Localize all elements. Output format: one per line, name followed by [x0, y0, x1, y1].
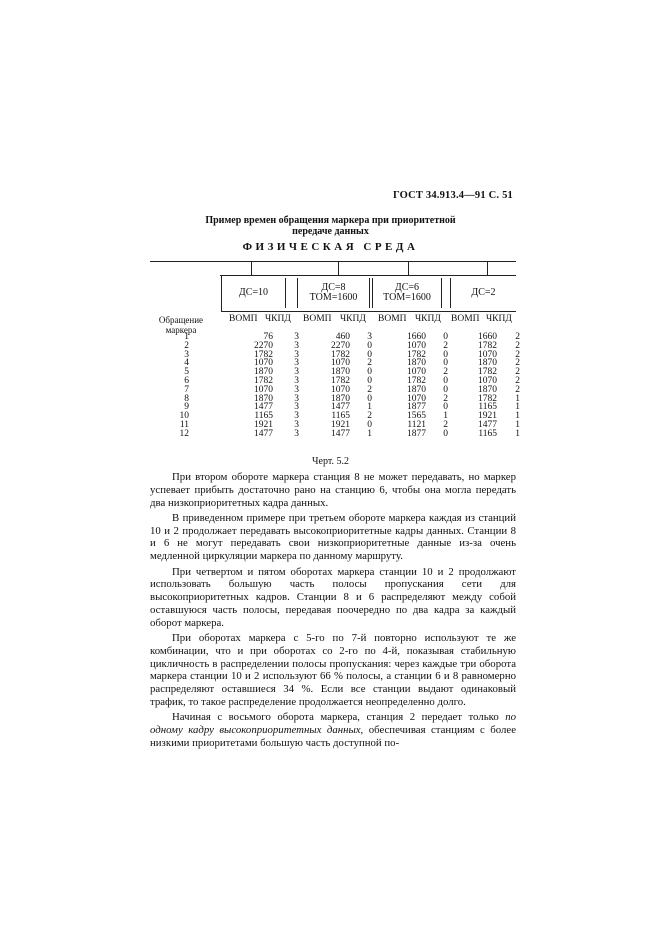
vomp-cell: 1565	[407, 411, 426, 422]
vomp-cell: 1782	[478, 367, 497, 378]
col-header-chkpd: ЧКПД	[486, 314, 512, 324]
vomp-cell: 1165	[254, 411, 273, 422]
chkpd-cell: 1	[515, 411, 520, 422]
chkpd-cell: 0	[443, 402, 448, 413]
vomp-cell: 1660	[407, 332, 426, 342]
chkpd-cell: 3	[294, 349, 299, 360]
rotation-number: 4	[184, 358, 189, 369]
chkpd-cell: 3	[294, 367, 299, 378]
chkpd-cell: 0	[367, 375, 372, 386]
vomp-cell: 1477	[331, 428, 350, 439]
vomp-cell: 1921	[254, 419, 273, 430]
vomp-cell: 2270	[254, 340, 273, 351]
rotation-number: 5	[184, 367, 189, 378]
section-heading: ФИЗИЧЕСКАЯ СРЕДА	[242, 241, 419, 253]
chkpd-cell: 2	[367, 358, 372, 369]
chkpd-cell: 0	[443, 349, 448, 360]
vomp-cell: 1070	[407, 340, 426, 351]
chkpd-cell: 2	[443, 340, 448, 351]
vomp-cell: 1782	[254, 349, 273, 360]
chkpd-cell: 3	[294, 411, 299, 422]
drop-line-2	[487, 261, 488, 275]
chkpd-cell: 0	[443, 375, 448, 386]
station-6-label: ДС=6	[394, 282, 420, 293]
chkpd-cell: 3	[294, 358, 299, 369]
paragraph-5	[150, 711, 516, 749]
col-header-vomp: ВОМП	[303, 314, 332, 324]
paragraph-1: При втором обороте маркера станция 8 не может передавать, но маркер успевает прибыть достаточно рано на станцию 6, чтобы она могла передать два низкоприоритетных кадра данных.	[150, 471, 516, 509]
chkpd-cell: 2	[443, 393, 448, 404]
vomp-cell: 1782	[407, 375, 426, 386]
chkpd-cell: 2	[443, 419, 448, 430]
vomp-cell: 2270	[331, 340, 350, 351]
figure-title-line2: передаче данных	[292, 226, 369, 237]
vomp-cell: 1070	[407, 393, 426, 404]
chkpd-cell: 3	[294, 419, 299, 430]
vomp-cell: 1870	[407, 384, 426, 395]
station-2-box	[451, 278, 516, 308]
chkpd-cell: 3	[294, 402, 299, 413]
vomp-cell: 1877	[407, 428, 426, 439]
row-label-line1: Обращение	[158, 315, 204, 325]
vomp-cell: 1870	[254, 393, 273, 404]
chkpd-cell: 0	[367, 349, 372, 360]
drop-line-6	[408, 261, 409, 275]
station-8-label: ДС=8	[321, 282, 346, 293]
vomp-cell: 1070	[331, 358, 350, 369]
chkpd-cell: 0	[443, 358, 448, 369]
vomp-cell: 1782	[331, 375, 350, 386]
vomp-cell: 76	[263, 332, 273, 342]
chkpd-cell: 1	[515, 428, 520, 439]
station-divider	[441, 278, 442, 308]
station-row-bottom	[221, 311, 516, 312]
vomp-cell: 1782	[331, 349, 350, 360]
chkpd-cell: 1	[443, 411, 448, 422]
vomp-cell: 1070	[478, 349, 497, 360]
chkpd-cell: 0	[443, 384, 448, 395]
vomp-cell: 1782	[478, 393, 497, 404]
chkpd-cell: 2	[515, 367, 520, 378]
medium-line	[150, 261, 516, 262]
paragraph-5-italic: по одному кадру высокоприоритетных данных	[150, 711, 516, 737]
station-divider	[369, 278, 370, 308]
figure-title	[0, 215, 661, 237]
chkpd-cell: 3	[294, 393, 299, 404]
station-8-box	[298, 278, 369, 308]
vomp-cell: 1870	[254, 367, 273, 378]
vomp-cell: 460	[335, 332, 350, 342]
chkpd-cell: 2	[367, 384, 372, 395]
drop-line-10	[251, 261, 252, 275]
rotation-number: 1	[184, 332, 189, 342]
chkpd-cell: 2	[515, 349, 520, 360]
station-6-tom: ТОМ=1600	[383, 292, 431, 303]
chkpd-cell: 0	[367, 393, 372, 404]
chkpd-cell: 1	[367, 428, 372, 439]
chkpd-cell: 1	[515, 393, 520, 404]
vomp-cell: 1165	[478, 402, 497, 413]
vomp-cell: 1070	[478, 375, 497, 386]
rotation-number: 3	[184, 349, 189, 360]
chkpd-cell: 3	[294, 332, 299, 342]
table-row	[174, 430, 520, 439]
chkpd-cell: 0	[443, 428, 448, 439]
vomp-cell: 1870	[331, 393, 350, 404]
vomp-cell: 1870	[478, 358, 497, 369]
vomp-cell: 1165	[478, 428, 497, 439]
rotation-number: 11	[179, 419, 189, 430]
chkpd-cell: 1	[515, 419, 520, 430]
chkpd-cell: 2	[443, 367, 448, 378]
station-10-box	[222, 278, 285, 308]
chkpd-cell: 3	[294, 375, 299, 386]
vomp-cell: 1921	[331, 419, 350, 430]
rotation-number: 8	[184, 393, 189, 404]
chkpd-cell: 0	[367, 367, 372, 378]
chkpd-cell: 2	[515, 340, 520, 351]
token-rotation-table	[174, 333, 520, 439]
paragraph-2: В приведенном примере при третьем обороте маркера каждая из станций 10 и 2 продолжает передавать высокоприоритетные кадры данных. Станции 8 и 6 не могут передавать свои низкоприоритетные данные из-за очень медленной циркуляции маркера по данному маршруту.	[150, 511, 516, 563]
chkpd-cell: 2	[367, 411, 372, 422]
vomp-cell: 1121	[407, 419, 426, 430]
chkpd-cell: 3	[294, 428, 299, 439]
vomp-cell: 1477	[254, 428, 273, 439]
vomp-cell: 1660	[478, 332, 497, 342]
chkpd-cell: 2	[515, 375, 520, 386]
station-8-tom: ТОМ=1600	[309, 292, 358, 303]
vomp-cell: 1870	[478, 384, 497, 395]
vomp-cell: 1921	[478, 411, 497, 422]
col-header-vomp: ВОМП	[378, 314, 407, 324]
vomp-cell: 1477	[478, 419, 497, 430]
rotation-number: 9	[184, 402, 189, 413]
col-header-chkpd: ЧКПД	[415, 314, 441, 324]
paragraph-5-end: , обеспечивая станциям с более низкими приоритетами большую часть доступной по-	[150, 724, 516, 749]
vomp-cell: 1782	[407, 349, 426, 360]
chkpd-cell: 3	[367, 332, 372, 342]
rotation-number: 7	[184, 384, 189, 395]
paragraph-5-start: Начиная с восьмого оборота маркера, станция 2 передает только	[172, 711, 506, 724]
station-divider	[285, 278, 286, 308]
chkpd-cell: 2	[515, 358, 520, 369]
vomp-cell: 1870	[331, 367, 350, 378]
body-text	[150, 471, 516, 750]
vomp-cell: 1070	[254, 358, 273, 369]
chkpd-cell: 2	[515, 332, 520, 342]
paragraph-4: При оборотах маркера с 5-го по 7-й повторно используют те же комбинации, что и при оборотах со 2-го по 4-й, показывая стабильную цикличность в распределении полосы пропускания: через каждые три оборота маркера станции 10 и 2 используют 66 % полосы, а станции 6 и 8 равномерно распределяют оставшиеся 34 %. Если все станции выдают одинаковый трафик, то такое распределение продолжается неопределенно долго.	[150, 632, 516, 709]
vomp-cell: 1070	[407, 367, 426, 378]
rotation-number: 10	[179, 411, 189, 422]
figure-caption: Черт. 5.2	[312, 456, 349, 467]
drop-line-8	[338, 261, 339, 275]
station-10-label: ДС=10	[238, 287, 269, 298]
col-header-vomp: ВОМП	[451, 314, 480, 324]
chkpd-cell: 1	[367, 402, 372, 413]
chkpd-cell: 0	[367, 419, 372, 430]
row-label-line2: маркера	[165, 324, 197, 335]
vomp-cell: 1782	[478, 340, 497, 351]
station-row-top	[220, 275, 516, 276]
col-header-vomp: ВОМП	[229, 314, 258, 324]
rotation-number: 2	[184, 340, 189, 351]
rotation-number: 12	[179, 428, 189, 439]
vomp-cell: 1477	[331, 402, 350, 413]
rotation-number: 6	[184, 375, 189, 386]
station-6-box	[373, 278, 441, 308]
vomp-cell: 1070	[254, 384, 273, 395]
col-header-chkpd: ЧКПД	[265, 314, 291, 324]
chkpd-cell: 2	[515, 384, 520, 395]
vomp-cell: 1877	[407, 402, 426, 413]
vomp-cell: 1070	[331, 384, 350, 395]
chkpd-cell: 3	[294, 384, 299, 395]
chkpd-cell: 0	[367, 340, 372, 351]
paragraph-3: При четвертом и пятом оборотах маркера станции 10 и 2 продолжают использовать большую часть полосы пропускания сети для высокоприоритетных кадров. Станции 8 и 6 распределяют между собой оставшуюся часть полосы, передавая поочередно по два кадра за каждый оборот маркера.	[150, 565, 516, 629]
vomp-cell: 1870	[407, 358, 426, 369]
chkpd-cell: 3	[294, 340, 299, 351]
col-header-chkpd: ЧКПД	[340, 314, 366, 324]
vomp-cell: 1782	[254, 375, 273, 386]
station-2-label: ДС=2	[471, 287, 496, 298]
figure-title-line1: Пример времен обращения маркера при приоритетной	[205, 215, 456, 226]
vomp-cell: 1477	[254, 402, 273, 413]
chkpd-cell: 0	[443, 332, 448, 342]
chkpd-cell: 1	[515, 402, 520, 413]
vomp-cell: 1165	[331, 411, 350, 422]
page-header: ГОСТ 34.913.4—91 С. 51	[392, 190, 513, 201]
